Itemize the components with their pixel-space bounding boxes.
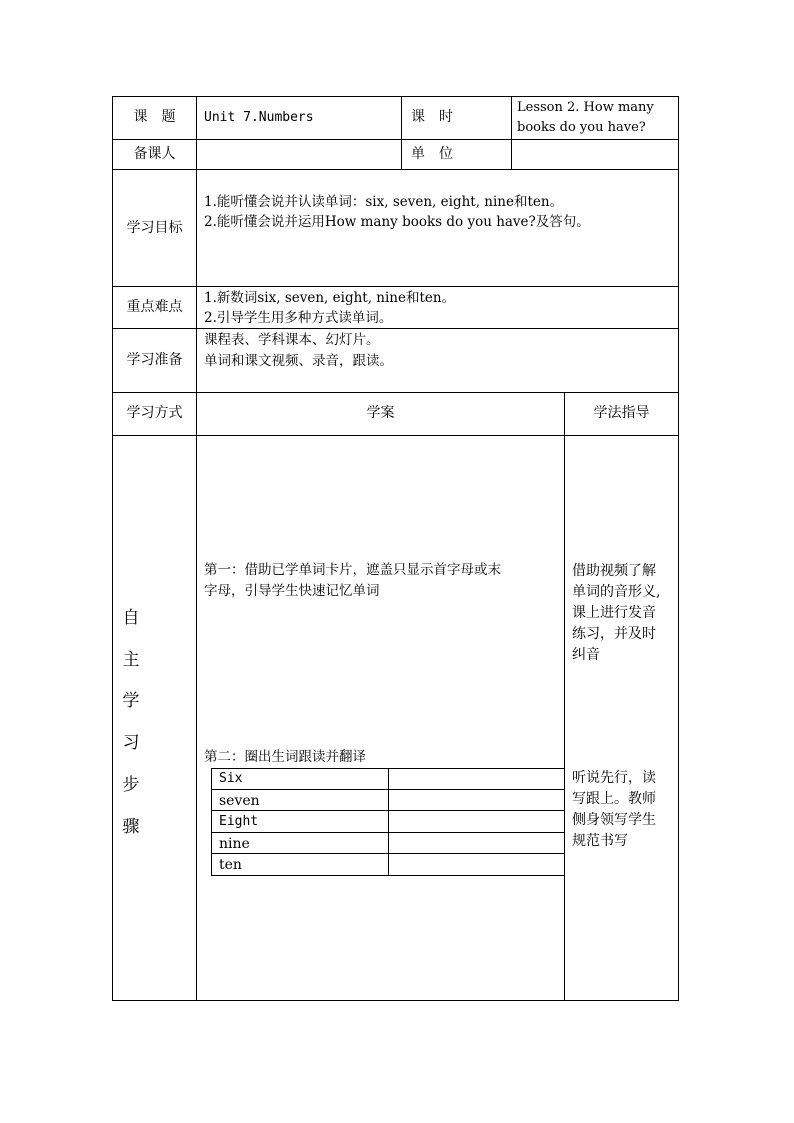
preparer-label: 备课人 bbox=[133, 146, 176, 162]
key-points-label: 重点难点 bbox=[126, 299, 183, 315]
guidance2-line: 侧身领写学生 bbox=[572, 812, 656, 828]
objective-line: 2.能听懂会说并运用How many books do you have?及答句。 bbox=[204, 214, 590, 230]
step1-line: 字母，引导学生快速记忆单词 bbox=[204, 583, 380, 599]
vocab-word: Eight bbox=[219, 814, 259, 829]
guidance2-line: 听说先行，读 bbox=[572, 770, 656, 786]
topic-value: Unit 7.Numbers bbox=[204, 110, 314, 125]
period-label: 课 时 bbox=[411, 109, 453, 125]
guidance1-line: 借助视频了解 bbox=[572, 563, 656, 579]
side-char: 骤 bbox=[122, 817, 140, 837]
key-point-line: 2.引导学生用多种方式读单词。 bbox=[204, 310, 393, 326]
side-char: 步 bbox=[122, 775, 140, 795]
column-header-plan: 学案 bbox=[366, 405, 395, 421]
guidance1-line: 练习，并及时 bbox=[572, 626, 656, 642]
column-header-method: 学习方式 bbox=[126, 405, 183, 421]
side-char: 习 bbox=[122, 733, 140, 753]
preparation-label: 学习准备 bbox=[126, 352, 183, 368]
vocab-word: ten bbox=[219, 857, 242, 873]
step1-line: 第一：借助已学单词卡片，遮盖只显示首字母或末 bbox=[204, 562, 501, 578]
objective-line: 1.能听懂会说并认读单词：six, seven, eight, nine和ten。 bbox=[204, 194, 564, 210]
key-point-line: 1.新数词six, seven, eight, nine和ten。 bbox=[204, 290, 456, 306]
preparation-line: 单词和课文视频、录音，跟读。 bbox=[204, 353, 393, 369]
guidance1-line: 课上进行发音 bbox=[572, 605, 656, 621]
guidance2-line: 写跟上。教师 bbox=[572, 791, 656, 807]
side-char: 学 bbox=[122, 691, 140, 711]
column-header-guidance: 学法指导 bbox=[593, 405, 650, 421]
vocab-word: nine bbox=[219, 836, 250, 852]
guidance1-line: 单词的音形义, bbox=[572, 584, 661, 600]
side-char: 主 bbox=[122, 650, 140, 670]
vocab-word: seven bbox=[219, 793, 260, 809]
side-char: 自 bbox=[122, 608, 140, 628]
guidance1-line: 纠音 bbox=[572, 647, 600, 663]
objectives-label: 学习目标 bbox=[126, 220, 183, 236]
step2-title: 第二：圈出生词跟读并翻译 bbox=[204, 749, 366, 765]
vocab-word: Six bbox=[219, 771, 243, 786]
unit-label: 单 位 bbox=[411, 146, 453, 162]
topic-label: 课 题 bbox=[133, 109, 176, 125]
preparation-line: 课程表、学科课本、幻灯片。 bbox=[204, 332, 380, 348]
period-value-line1: Lesson 2. How many bbox=[517, 100, 654, 115]
period-value-line2: books do you have? bbox=[517, 120, 646, 135]
guidance2-line: 规范书写 bbox=[572, 833, 628, 849]
